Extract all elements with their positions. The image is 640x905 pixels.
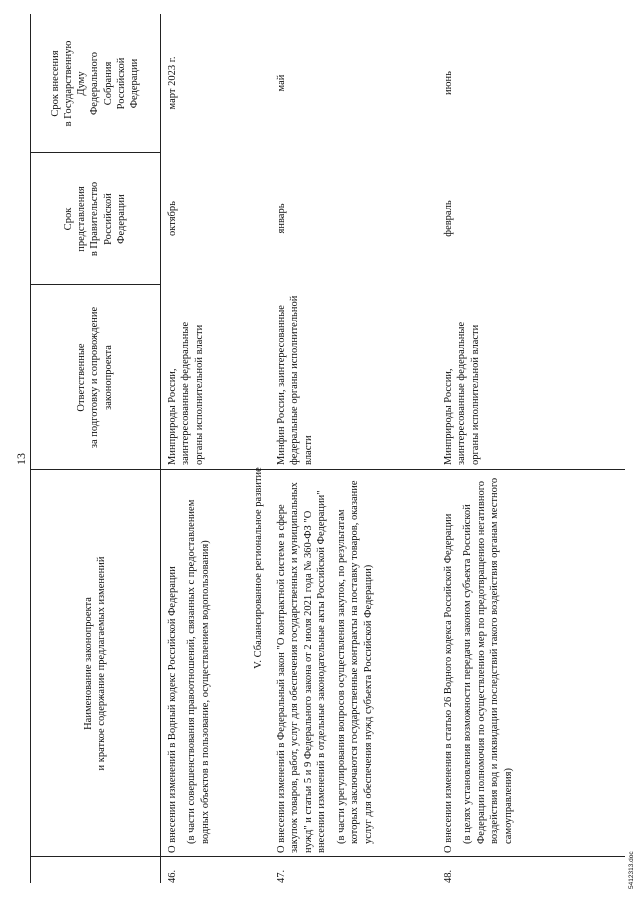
row-title: О внесении изменений в Водный кодекс Российской Федерации (167, 566, 178, 853)
file-name-footer: 5412313.doc (628, 851, 635, 889)
row-number: 48. (443, 869, 454, 883)
row-responsible: Минприроды России, заинтересованные федеральные органы исполнительной власти (443, 321, 481, 465)
row-submit-government: январь (276, 203, 287, 234)
row-responsible: Минприроды России, заинтересованные федеральные органы исполнительной власти (167, 321, 205, 465)
row-note: (в целях установления возможности передачи законом субъекта Российской Федерации полномочия по осуществлению мер по предотвращению негативного воздействия вод и ликвидации последствий такого воздействия органам местного самоуправления) (462, 477, 514, 844)
row-submit-government: февраль (443, 200, 454, 237)
row-submit-duma: июнь (443, 71, 454, 95)
header-responsible: Ответственные за подготовку и сопровождение законопроекта (76, 306, 114, 449)
row-submit-duma: май (276, 74, 287, 92)
header-submit-duma: Срок внесения в Государственную Думу Федерального Собрания Российской Федерации (50, 40, 140, 127)
row-submit-duma: март 2023 г. (167, 56, 178, 110)
row-title: О внесении изменения в статью 26 Водного кодекса Российской Федерации (443, 513, 454, 853)
row-note: (в части совершенствования правоотношений, связанных с предоставлением водных объектов в пользование, осуществлением водопользования) (186, 499, 211, 844)
row-description (166, 475, 212, 853)
row-number: 46. (167, 869, 178, 883)
section-title: V. Сбалансированное региональное развитие (253, 467, 264, 669)
row-responsible: Минфин России, заинтересованные федеральные органы исполнительной власти (276, 295, 314, 465)
row-note: (в части урегулирования вопросов осуществления закупок, по результатам которых заключаются государственные контракты на поставку товаров, оказание услуг для обеспечения нужд субъекта Российской Федерации) (335, 480, 374, 844)
row-number: 47. (276, 869, 287, 883)
header-bottom-border (160, 14, 161, 883)
header-name: Наименование законопроекта и краткое содержание предлагаемых изменений (82, 556, 107, 771)
row-description (442, 475, 515, 853)
row-title: О внесении изменений в Федеральный закон "О контрактной системе в сфере закупок товаров, работ, услуг для обеспечения государственных и муниципальных нужд" и статьи 5 и 9 Федерального закона от 2 июля 2021 года № 360-ФЗ "О внесении изменений в отдельные законодательные акты Российской Федерации" (276, 482, 328, 853)
row-submit-government: октябрь (167, 201, 178, 236)
row-description (275, 475, 375, 853)
header-submit-government: Срок представления в Правительство Российской Федерации (63, 181, 127, 257)
page-number: 13 (14, 453, 28, 465)
